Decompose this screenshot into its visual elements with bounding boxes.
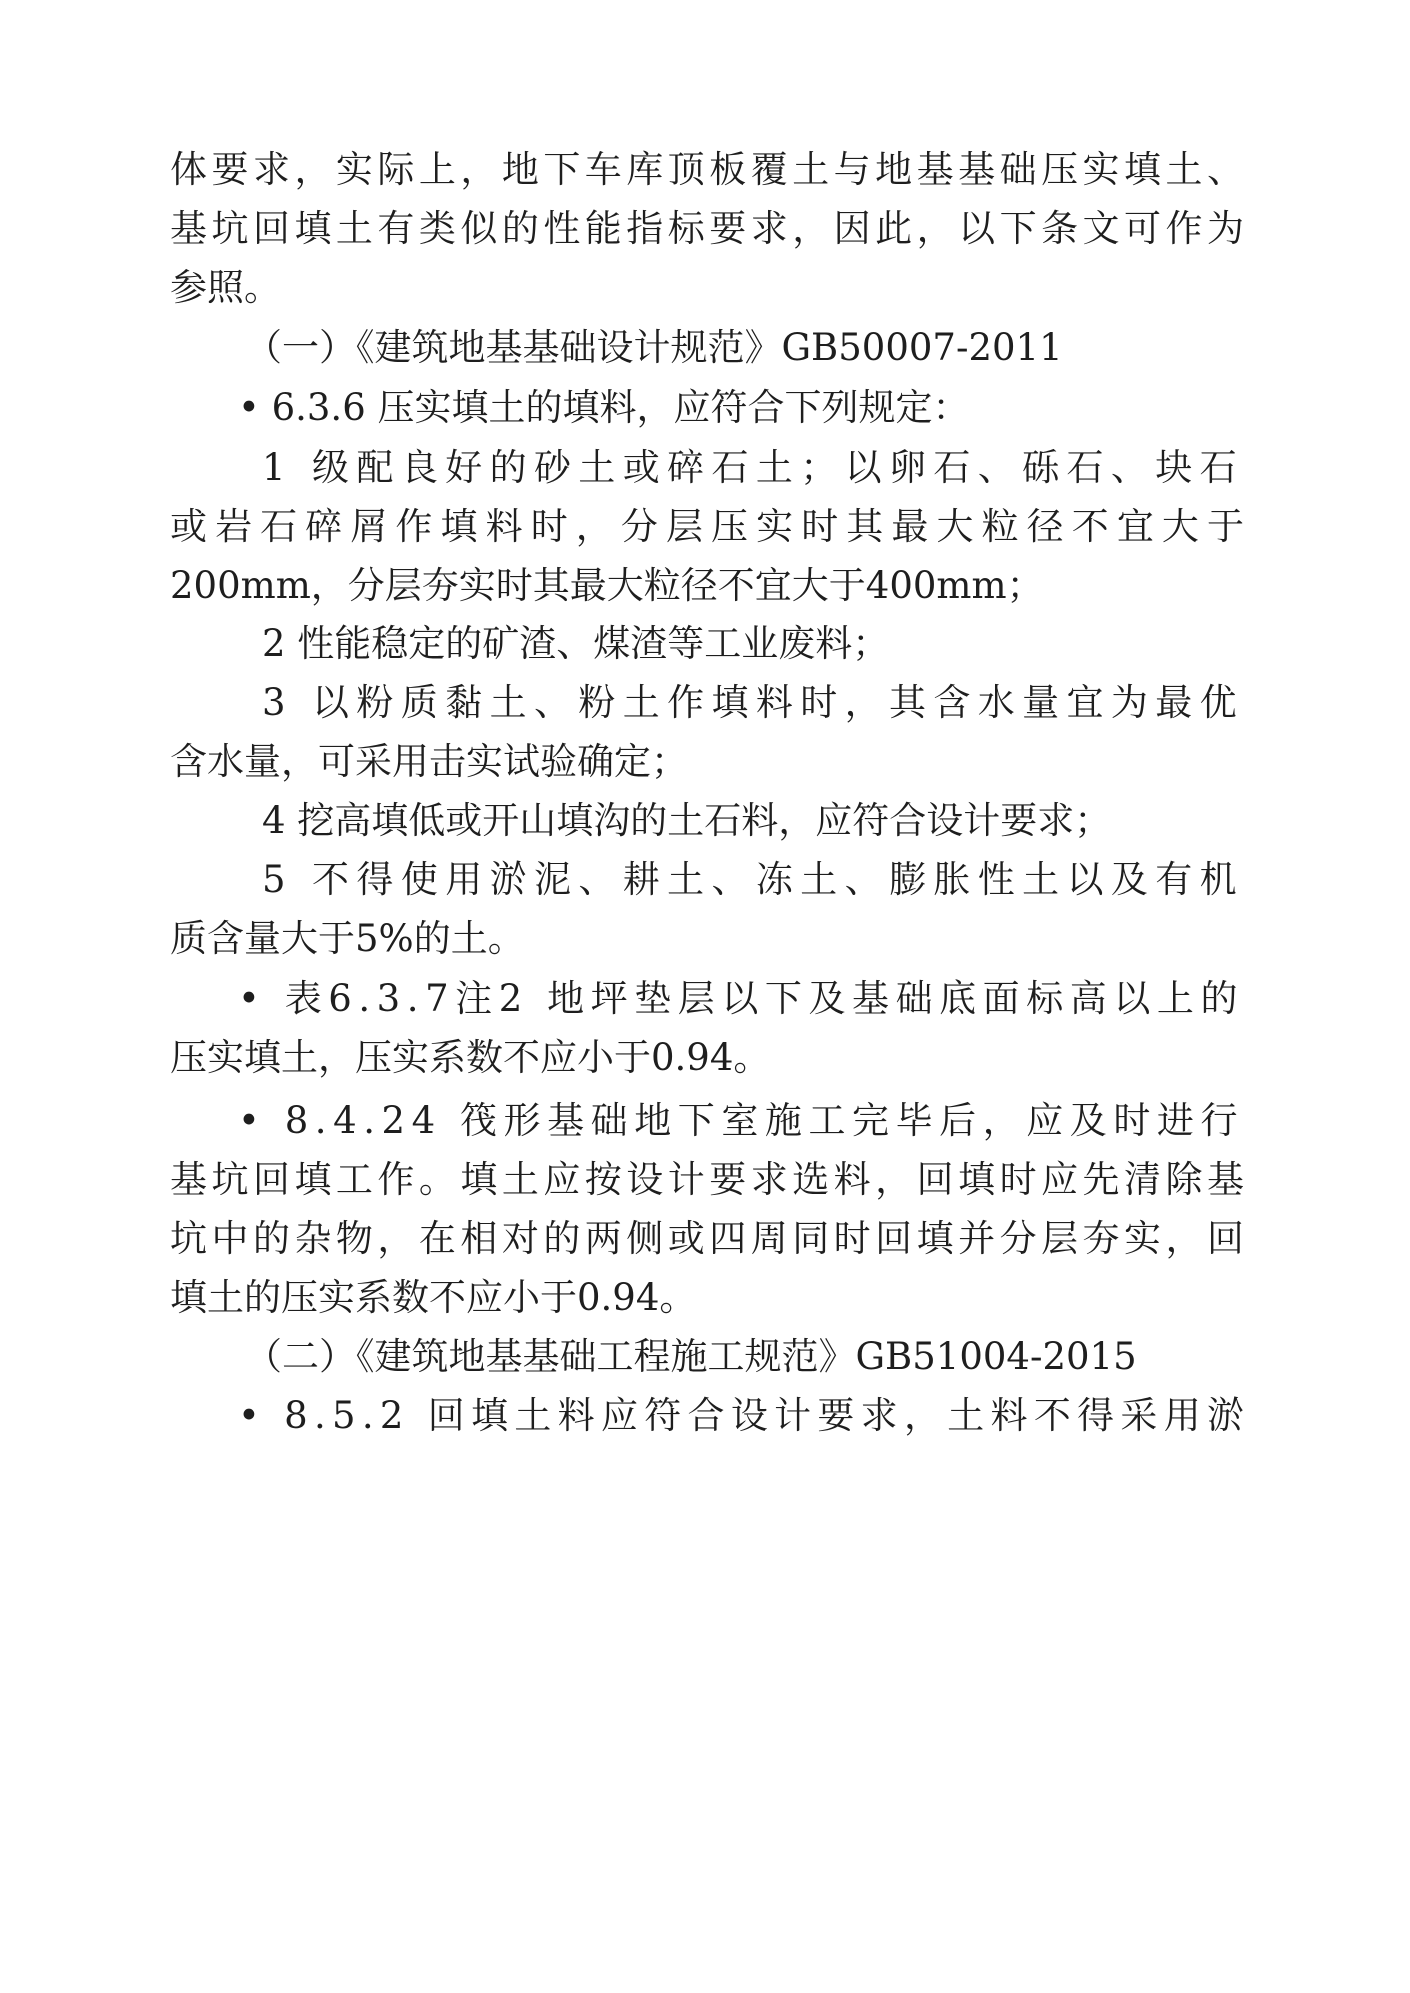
text-line: 2 性能稳定的矿渣、煤渣等工业废料；: [262, 622, 890, 665]
text-line: 参照。: [170, 266, 281, 309]
text-line: 4 挖高填低或开山填沟的土石料，应符合设计要求；: [262, 799, 1112, 842]
text-line: 压实填土，压实系数不应小于0.94。: [170, 1036, 771, 1079]
text-line: 含水量，可采用击实试验确定；: [170, 740, 688, 783]
text-line: 或岩石碎屑作填料时，分层压实时其最大粒径不宜大于: [170, 505, 1253, 548]
heading-text: （一）《建筑地基基础设计规范》GB50007-2011: [245, 326, 1063, 369]
text-line: 质含量大于5%的土。: [170, 917, 525, 960]
text-line: 坑中的杂物，在相对的两侧或四周同时回填并分层夯实，回: [170, 1217, 1249, 1260]
text-line: 体要求，实际上，地下车库顶板覆土与地基基础压实填土、: [170, 148, 1249, 191]
text-line: • 8.4.24 筏形基础地下室施工完毕后，应及时进行: [238, 1099, 1244, 1142]
text-line: 5 不得使用淤泥、耕土、冻土、膨胀性土以及有机: [262, 858, 1244, 901]
text-line: 3 以粉质黏土、粉土作填料时，其含水量宜为最优: [262, 681, 1244, 724]
text-line: 200mm，分层夯实时其最大粒径不宜大于400mm；: [170, 564, 1044, 607]
heading-text: （二）《建筑地基基础工程施工规范》GB51004-2015: [245, 1335, 1137, 1378]
text-line: 1 级配良好的砂土或碎石土；以卵石、砾石、块石: [262, 446, 1244, 489]
text-line: • 8.5.2 回填土料应符合设计要求，土料不得采用淤: [238, 1394, 1251, 1437]
clause-text: • 6.3.6 压实填土的填料，应符合下列规定：: [238, 386, 970, 429]
text-line: • 表6.3.7注2 地坪垫层以下及基础底面标高以上的: [238, 977, 1244, 1020]
text-line: 基坑回填工作。填土应按设计要求选料，回填时应先清除基: [170, 1158, 1249, 1201]
text-line: 基坑回填土有类似的性能指标要求，因此，以下条文可作为: [170, 207, 1249, 250]
text-line: 填土的压实系数不应小于0.94。: [170, 1276, 697, 1319]
